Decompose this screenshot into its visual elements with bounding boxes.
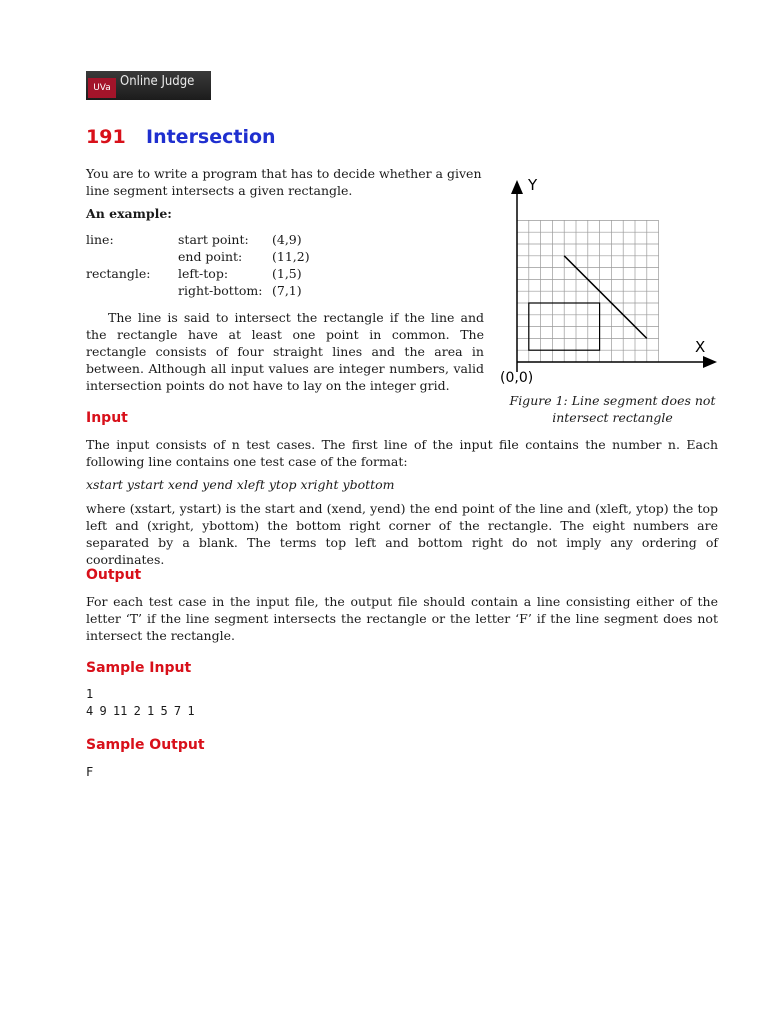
- origin-label: (0,0): [500, 370, 534, 386]
- intro-paragraph: You are to write a program that has to decide whether a given line segment intersects a given rectangle.: [86, 166, 482, 198]
- example-label: line:: [86, 232, 114, 247]
- example-value: (1,5): [272, 266, 302, 281]
- figure-line-segment: [564, 256, 647, 339]
- y-axis-label: Y: [528, 176, 538, 194]
- problem-title: Intersection: [146, 126, 276, 148]
- sample-input-line: 1: [86, 687, 94, 701]
- x-axis-label: X: [695, 338, 706, 356]
- input-heading: Input: [86, 410, 128, 426]
- description-paragraph: The line is said to intersect the rectangle if the line and the rectangle have at least one point in common. The rectangle consists of four straight lines and the area in between. Although all input values are integer numbers, valid intersection points do not have to lay on the integer grid.: [86, 310, 484, 393]
- example-value: (11,2): [272, 249, 310, 264]
- example-key: start point:: [178, 232, 249, 247]
- x-axis-arrow-icon: [703, 356, 717, 368]
- figure-grid: [517, 220, 659, 362]
- input-paragraph: The input consists of n test cases. The first line of the input file contains the number n. Each following line contains one test case of the format:: [86, 437, 718, 469]
- example-value: (4,9): [272, 232, 302, 247]
- sample-output-heading: Sample Output: [86, 737, 205, 753]
- uva-logo-text: Online Judge: [120, 74, 195, 89]
- input-description: where (xstart, ystart) is the start and (xend, yend) the end point of the line and (xleft, ytop) the top left and (xright, ybottom) the bottom right corner of the rectangle. The eight numbers are separated by a blank. The terms top left and bottom right do not imply any ordering of coordinates.: [86, 501, 718, 567]
- output-paragraph: For each test case in the input file, the output file should contain a line consisting either of the letter ‘T’ if the line segment intersects the rectangle or the letter ‘F’ if the line segment does not intersect the rectangle.: [86, 594, 718, 643]
- example-value: (7,1): [272, 283, 302, 298]
- input-format: xstart ystart xend yend xleft ytop xright ybottom: [86, 477, 395, 492]
- example-key: end point:: [178, 249, 243, 264]
- example-table: [86, 232, 316, 304]
- sample-output-line: F: [86, 765, 94, 779]
- figure-diagram: [495, 172, 725, 392]
- y-axis-arrow-icon: [511, 180, 523, 194]
- figure-caption: Figure 1: Line segment does not intersect rectangle: [509, 393, 716, 425]
- example-heading: An example:: [86, 206, 172, 221]
- uva-logo-badge: UVa: [88, 78, 116, 98]
- output-heading: Output: [86, 567, 142, 583]
- example-label: rectangle:: [86, 266, 151, 281]
- sample-input-line: 4 9 11 2 1 5 7 1: [86, 704, 195, 718]
- example-key: right-bottom:: [178, 283, 263, 298]
- figure-axes: [511, 180, 717, 372]
- problem-number: 191: [86, 126, 126, 148]
- example-key: left-top:: [178, 266, 229, 281]
- sample-input-heading: Sample Input: [86, 660, 192, 676]
